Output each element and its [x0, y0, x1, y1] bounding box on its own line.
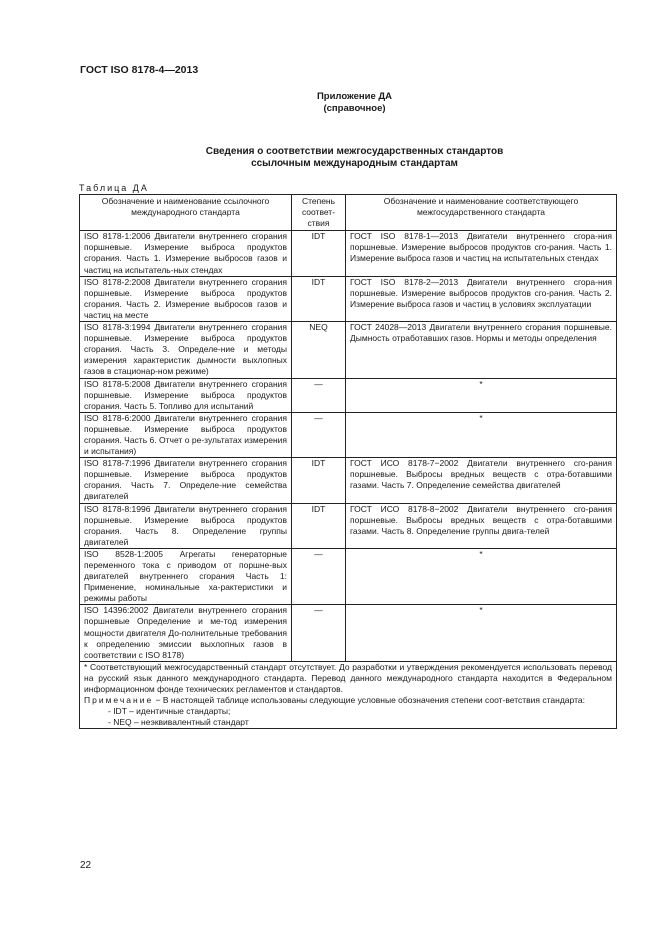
interstate-standard-cell: *	[346, 605, 617, 661]
interstate-standard-cell: *	[346, 548, 617, 604]
intl-standard-cell: ISO 8178-3:1994 Двигатели внутреннего сгорания поршневые. Измерение выброса продуктов сгорания. Часть 3. Определе-ние и методы измерения характеристик дымности выхлопных газов в стационар-ном режиме)	[80, 322, 292, 378]
table-caption: Таблица ДА	[79, 183, 149, 193]
section-title-line-2: ссылочным международным стандартам	[251, 158, 458, 169]
intl-standard-cell: ISO 8178-8:1996 Двигатели внутреннего сгорания поршневые. Измерение выброса продуктов сгорания. Часть 8. Определение группы двигателей	[80, 503, 292, 548]
intl-standard-cell: ISO 8178-2:2008 Двигатели внутреннего сгорания поршневые. Измерение выброса продуктов сгорания. Часть 2. Измерение выбросов газов и частиц на месте	[80, 276, 292, 321]
table-row	[80, 231, 617, 276]
header-interstate-standard: Обозначение и наименование соответствующего межгосударственного стандарта	[346, 195, 617, 231]
footnote-text: * Соответствующий межгосударственный стандарт отсутствует. До разработки и утверждения рекомендуется использовать перевод на русский язык данного международного стандарта. Перевод данного международного стандарта находится в Федеральном информационном фонде технических регламентов и стандартов.	[84, 661, 612, 695]
interstate-standard-cell: ГОСТ ИСО 8178-8−2002 Двигатели внутреннего сго-рания поршневые. Выбросы вредных веществ с отра-ботавшими газами. Часть 8. Определение группы двига-телей	[346, 503, 617, 548]
note-text: − В настоящей таблице использованы следующие условные обозначения степени соот-ветствия стандарта:	[155, 695, 585, 706]
table-header-row	[80, 195, 617, 231]
table-row	[80, 548, 617, 604]
table-row	[80, 276, 617, 321]
intl-standard-cell: ISO 8178-1:2006 Двигатели внутреннего сгорания поршневые. Измерение выброса продуктов сгорания. Часть 1. Измерение выбросов газов и частиц на испытатель-ных стендах	[80, 231, 292, 276]
section-title	[0, 146, 661, 170]
header-degree: Степень соответ-ствия	[292, 195, 346, 231]
note-item: - NEQ – неэквивалентный стандарт	[108, 717, 249, 728]
degree-cell: —	[292, 412, 346, 457]
degree-cell: —	[292, 605, 346, 661]
intl-standard-cell: ISO 8178-6:2000 Двигатели внутреннего сгорания поршневые. Измерение выброса продуктов сгорания. Часть 6. Отчет о ре-зультатах измерения и испытания)	[80, 412, 292, 457]
intl-standard-cell: ISO 14396:2002 Двигатели внутреннего сгорания поршневые Определение и ме-тод измерения мощности двигателя До-полнительные требования к определению эмиссии выхлопных газов в соответствии с ISO 8178)	[80, 605, 292, 661]
note-paragraph	[84, 695, 612, 706]
table-row	[80, 378, 617, 412]
interstate-standard-cell: ГОСТ 24028—2013 Двигатели внутреннего сгорания поршневые. Дымность отработавших газов. Нормы и методы определения	[346, 322, 617, 378]
document-code: ГОСТ ISO 8178-4—2013	[80, 64, 199, 76]
note-item: - IDT – идентичные стандарты;	[108, 706, 231, 717]
section-title-line-1: Сведения о соответствии межгосударственных стандартов	[205, 146, 504, 157]
annex-title: Приложение ДА	[316, 91, 393, 102]
degree-cell: —	[292, 548, 346, 604]
degree-cell: IDT	[292, 231, 346, 276]
table-footnote-row	[80, 661, 617, 729]
table-row	[80, 458, 617, 503]
intl-standard-cell: ISO 8178-7:1996 Двигатели внутреннего сгорания поршневые. Измерение выброса продуктов сгорания. Часть 7. Определе-ние семейства двигателей	[80, 458, 292, 503]
degree-cell: IDT	[292, 503, 346, 548]
correspondence-table	[79, 194, 617, 729]
degree-cell: IDT	[292, 276, 346, 321]
table-row	[80, 503, 617, 548]
interstate-standard-cell: *	[346, 378, 617, 412]
table-row	[80, 605, 617, 661]
table-row	[80, 412, 617, 457]
annex-subtitle: (справочное)	[323, 103, 386, 114]
intl-standard-cell: ISO 8178-5:2008 Двигатели внутреннего сгорания поршневые. Измерение выброса продуктов сгорания. Часть 5. Топливо для испытаний	[80, 378, 292, 412]
annex-heading	[0, 91, 661, 115]
degree-cell: IDT	[292, 458, 346, 503]
degree-cell: NEQ	[292, 322, 346, 378]
intl-standard-cell: ISO 8528-1:2005 Агрегаты генераторные переменного тока с приводом от поршне-вых двигателей внутреннего сгорания Часть 1: Применение, номинальные ха-рактеристики и режимы работы	[80, 548, 292, 604]
interstate-standard-cell: ГОСТ ISO 8178-2—2013 Двигатели внутреннего сгора-ния поршневые. Измерение выбросов продуктов сго-рания. Часть 2. Измерение выброса газов и частиц в условиях эксплуатации	[346, 276, 617, 321]
page-number: 22	[80, 860, 92, 871]
interstate-standard-cell: ГОСТ ISO 8178-1—2013 Двигатели внутреннего сгора-ния поршневые. Измерение выбросов продуктов сго-рания. Часть 1. Измерение выброса газов и частиц на испытательных стендах	[346, 231, 617, 276]
interstate-standard-cell: ГОСТ ИСО 8178-7−2002 Двигатели внутреннего сго-рания поршневые. Выбросы вредных веществ с отра-ботавшими газами. Часть 7. Определение семейства двигателей	[346, 458, 617, 503]
header-international-standard: Обозначение и наименование ссылочного международного стандарта	[80, 195, 292, 231]
note-label: Примечание	[84, 695, 154, 706]
interstate-standard-cell: *	[346, 412, 617, 457]
table-row	[80, 322, 617, 378]
table-notes-cell	[80, 661, 617, 729]
degree-cell: —	[292, 378, 346, 412]
